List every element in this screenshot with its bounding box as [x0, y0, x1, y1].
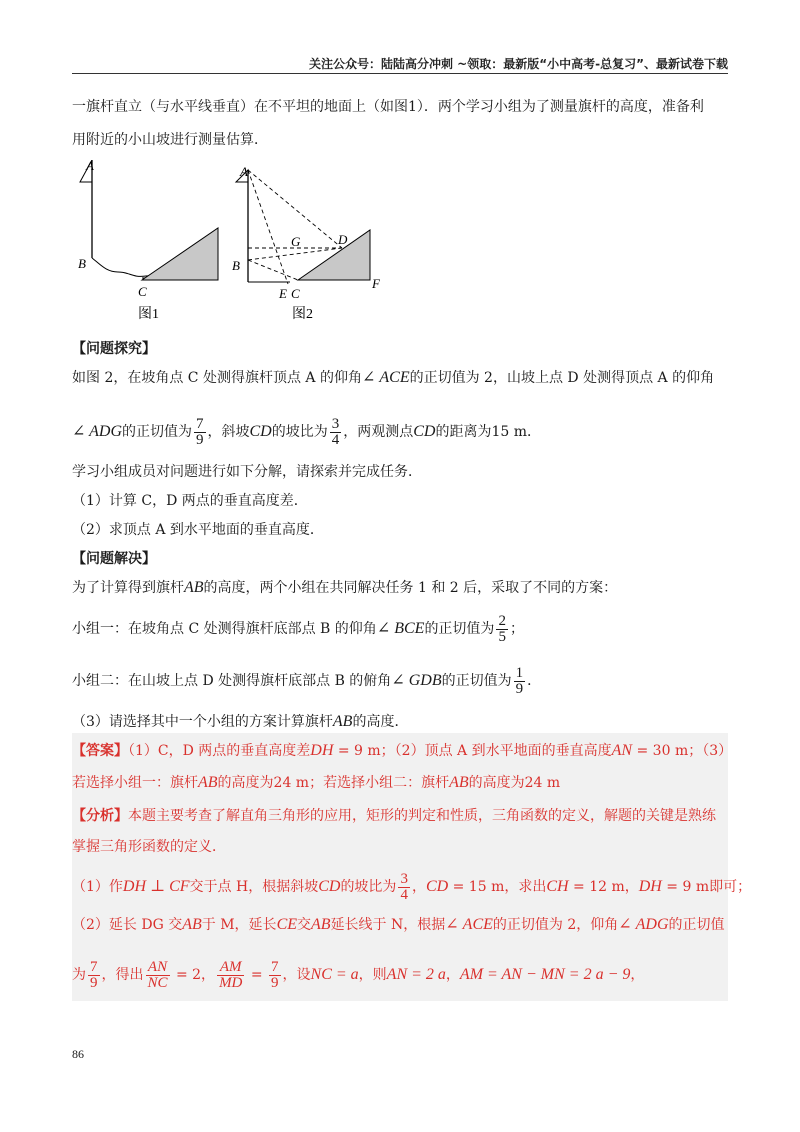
- analysis-line-1: 【分析】本题主要考查了解直角三角形的应用，矩形的判定和性质，三角函数的定义，解题的关键是熟练: [72, 808, 716, 824]
- solve-heading: 【问题解决】: [72, 551, 156, 567]
- intro-line-2: 用附近的小山坡进行测量估算．: [72, 132, 268, 148]
- task-1: （1）计算 C，D 两点的垂直高度差．: [72, 493, 308, 509]
- fraction-3-4: $\frac{3}{4}$: [331, 415, 340, 448]
- fig1-label-b: B: [78, 256, 86, 271]
- analysis-step-3: 为 $\frac{7}{9}$ ，得出 $\frac{AN}{NC}$ = 2， $\frac{AM}{MD}$ = $\frac{7}{9}$ ，设NC = a，则AN = 2 a，AM = AN − MN = 2 a − 9，: [72, 958, 645, 991]
- figure-2: [232, 164, 381, 322]
- fraction-7-9-ratio: $\frac{7}{9}$: [271, 958, 279, 991]
- analysis-step-2: （2）延长 DG 交AB于 M，延长CE交AB延长线于 N，根据∠ ACE的正切值为 2，仰角∠ ADG的正切值: [72, 916, 725, 933]
- fig1-label-a: A: [86, 160, 94, 173]
- group-2: 小组二：在山坡上点 D 处测得旗杆底部点 B 的俯角∠ GDB的正切值为 $\frac{1}{9}$ ．: [72, 664, 542, 697]
- solve-para-1: 为了计算得到旗杆AB的高度，两个小组在共同解决任务 1 和 2 后，采取了不同的方案：: [72, 579, 618, 596]
- fig1-ground: [92, 258, 153, 278]
- fig2-label-e: E: [279, 286, 287, 301]
- page-number: 86: [72, 1047, 84, 1061]
- explore-para-1: 如图 2，在坡角点 C 处测得旗杆顶点 A 的仰角∠ ACE的正切值为 2，山坡上点 D 处测得顶点 A 的仰角: [72, 369, 715, 386]
- fig1-label-c: C: [138, 284, 147, 299]
- fraction-an-nc: $\frac{AN}{NC}$: [147, 958, 168, 991]
- fig2-slope: [298, 230, 370, 280]
- fraction-1-9: $\frac{1}{9}$: [515, 664, 524, 697]
- fig2-label-a: A: [240, 164, 248, 179]
- fig2-label-g: G: [291, 234, 301, 249]
- fig1-slope: [142, 228, 218, 280]
- fraction-3-4-analysis: $\frac{3}{4}$: [400, 870, 408, 903]
- fraction-7-9: $\frac{7}{9}$: [196, 415, 204, 448]
- analysis-step-1: （1）作DH ⊥ CF交于点 H，根据斜坡CD的坡比为 $\frac{3}{4}$ ，CD = 15 m，求出CH = 12 m，DH = 9 m即可；: [72, 870, 752, 903]
- fig2-label-d: D: [338, 232, 348, 247]
- answer-line-1: 【答案】（1）C，D 两点的垂直高度差DH = 9 m；（2）顶点 A 到水平地面的垂直高度AN = 30 m；（3）: [72, 742, 733, 759]
- fig2-label-c: C: [291, 286, 300, 301]
- fraction-am-md: $\frac{AM}{MD}$: [219, 958, 243, 991]
- header-rule: [72, 73, 728, 74]
- answer-line-2: 若选择小组一：旗杆AB的高度为24 m；若选择小组二：旗杆AB的高度为24 m: [72, 774, 561, 791]
- fraction-7-9-analysis: $\frac{7}{9}$: [90, 958, 98, 991]
- fig2-caption: 图2: [292, 307, 313, 322]
- fraction-2-5: $\frac{2}{5}$: [498, 612, 506, 645]
- task-3: （3）请选择其中一个小组的方案计算旗杆AB的高度．: [72, 713, 409, 730]
- explore-para-2: ∠ ADG的正切值为 $\frac{7}{9}$ ，斜坡CD的坡比为 $\frac{3}{4}$ ，两观测点CD的距离为15 m．: [72, 415, 542, 448]
- task-2: （2）求顶点 A 到水平地面的垂直高度．: [72, 522, 324, 538]
- fig1-caption: 图1: [138, 307, 159, 322]
- figure-1: [78, 160, 218, 322]
- group-1: 小组一：在坡角点 C 处测得旗杆底部点 B 的仰角∠ BCE的正切值为 $\frac{2}{5}$ ；: [72, 612, 524, 645]
- intro-line-1: 一旗杆直立（与水平线垂直）在不平坦的地面上（如图1）．两个学习小组为了测量旗杆的高度，准备利: [72, 99, 704, 115]
- explore-heading: 【问题探究】: [72, 341, 156, 357]
- explore-para-3: 学习小组成员对问题进行如下分解，请探索并完成任务．: [72, 464, 422, 480]
- analysis-line-2: 掌握三角形函数的定义．: [72, 839, 226, 855]
- geometry-figures: [72, 160, 402, 330]
- fig2-label-f: F: [372, 276, 380, 291]
- fig2-label-b: B: [232, 258, 240, 273]
- page-header: 关注公众号：陆陆高分冲刺 ~领取：最新版“小中高考-总复习”、最新试卷下载: [309, 57, 728, 71]
